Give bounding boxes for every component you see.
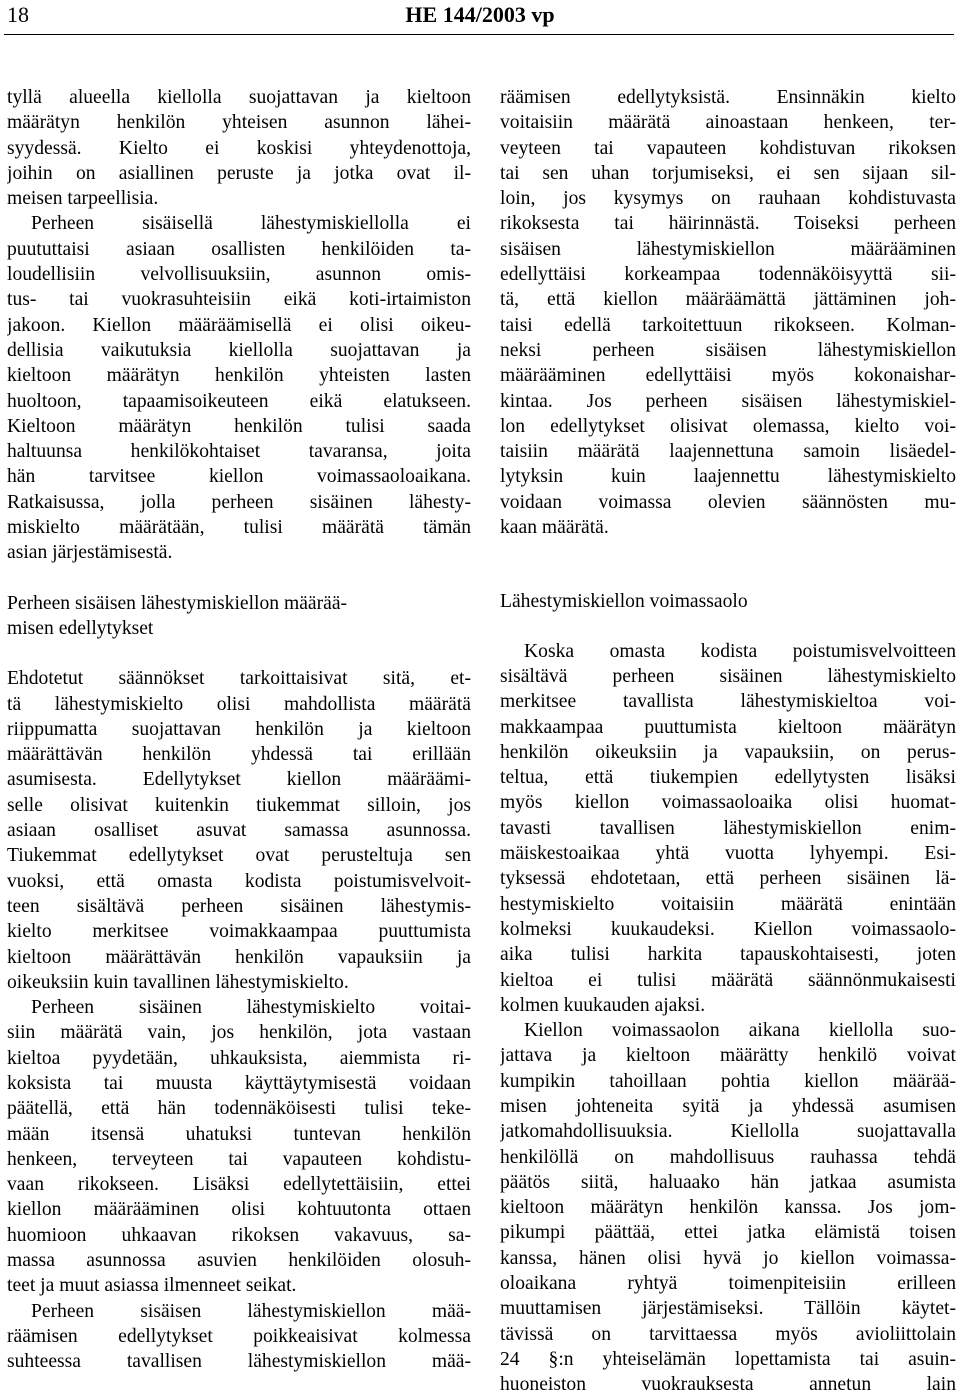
text-line: huomioon uhkaavan rikoksen vakavuus, sa- — [7, 1224, 471, 1246]
text-line: massa asunnossa asuvien henkilöiden olosuh- — [7, 1250, 471, 1272]
page-header — [0, 0, 960, 34]
text-line: hän tarvitsee kiellon voimassaoloaikana. — [7, 466, 471, 488]
text-line: hestymiskielto voitaisiin määrätä enintään — [500, 893, 956, 915]
text-line: tävissä on tarvittaessa myös avioliittolain — [500, 1323, 956, 1345]
text-line: miskielto määrätään, tulisi määrätä tämän — [7, 517, 471, 539]
text-line: päätös siitä, haluaako hän jatkaa asumista — [500, 1171, 956, 1193]
text-line: sisältävä perheen sisäinen lähestymiskielto — [500, 665, 956, 687]
text-line: kolmen kuukauden ajaksi. — [500, 994, 706, 1016]
text-line: koksista tai muusta käyttäytymisestä voidaan — [7, 1072, 471, 1094]
text-line: huoltoon, tapaamisoikeuteen eikä elatukseen. — [7, 390, 471, 412]
right-column — [500, 85, 956, 1398]
text-line: kieltoon määrättävän henkilön vapauksiin ja — [7, 946, 471, 968]
text-line: vuoksi, että omasta kodista poistumisvelvoit- — [7, 870, 471, 892]
text-line: kiellon määrääminen olisi kohtuutonta ottaen — [7, 1199, 471, 1221]
text-line: määrääminen edellyttäisi myös kokonaishar- — [500, 365, 956, 387]
text-line: päätellä, että hän todennäköisesti tulisi teke- — [7, 1098, 471, 1120]
text-line: vaan rikokseen. Lisäksi edellytettäisiin, ettei — [7, 1174, 471, 1196]
text-line: kieltoa pyydetään, uhkauksista, aiemmista ri- — [7, 1047, 471, 1069]
text-line: Perheen sisäinen lähestymiskielto voitai- — [31, 997, 471, 1019]
text-line: teltua, että tiukempien edellytysten lisäksi — [500, 767, 956, 789]
paragraph-block — [7, 666, 471, 1374]
text-line: määrätyn henkilön yhteisen asunnon lähei- — [7, 112, 471, 134]
text-line: kintaa. Jos perheen sisäisen lähestymiskiel- — [500, 390, 956, 412]
header-rule — [4, 34, 954, 35]
left-column — [7, 85, 471, 1375]
text-line: meisen tarpeellisia. — [7, 188, 159, 210]
text-line: mäiskestoaikaa yhtä vuotta lyhyempi. Esi- — [500, 843, 956, 865]
text-line: veyteen tai vapauteen kohdistuvan rikoksen — [500, 137, 956, 159]
text-line: Kieltoon määrätyn henkilön tulisi saada — [7, 415, 471, 437]
text-line: puututtaisi asiaan osallisten henkilöiden ta- — [7, 238, 471, 260]
text-line: tyllä alueella kiellolla suojattavan ja kieltoon — [7, 87, 471, 108]
text-line: kieltoa ei tulisi määrätä säännönmukaisesti — [500, 969, 956, 991]
text-line: aika tulisi harkita tapauskohtaisesti, joten — [500, 944, 956, 966]
text-line: jatkomahdollisuuksia. Kiellolla suojattavalla — [500, 1121, 956, 1143]
text-line: riippumatta suojattavan henkilön ja kieltoon — [7, 718, 471, 740]
text-line: tai sen uhan torjumiseksi, ei sen sijaan sil- — [500, 162, 956, 184]
text-line: Perheen sisäisen lähestymiskiellon mää- — [31, 1300, 471, 1322]
text-line: loin, jos kysymys on rauhaan kohdistuvasta — [500, 188, 956, 210]
text-line: syydessä. Kielto ei koskisi yhteydenottoja, — [7, 137, 471, 159]
text-line: oloaikana ryhtyä toimenpiteisiin erilleen — [500, 1273, 956, 1295]
text-line: huoneiston vuokrauksesta annetun lain — [500, 1374, 956, 1396]
text-line: tus- tai vuokrasuhteisiin eikä koti-irtaimiston — [7, 289, 471, 311]
text-line: edellyttäisi korkeampaa todennäköisyyttä sii- — [500, 264, 956, 286]
text-line: Tiukemmat edellytykset ovat perusteltuja sen — [7, 845, 471, 867]
text-line: tyksessä ehdotetaan, että perheen sisäinen lä- — [500, 868, 956, 890]
text-line: tä, että kiellon määräämättä jättäminen joh- — [500, 289, 956, 311]
text-line: 24 §:n yhteiselämän lopettamista tai asuin- — [500, 1348, 956, 1370]
text-line: taisiin määrätä laajennettuna samoin lisäedel- — [500, 441, 956, 463]
section-heading — [7, 591, 471, 642]
paragraph-block — [500, 639, 956, 1398]
text-line: Koska omasta kodista poistumisvelvoitteen — [524, 640, 956, 662]
text-line: kieltoon määrätyn henkilön yhteisten lasten — [7, 365, 471, 387]
text-line: loudellisiin velvollisuuksiin, asunnon omis- — [7, 264, 471, 286]
text-line: kolmeksi kuukaudeksi. Kiellon voimassaolo- — [500, 918, 956, 940]
text-line: taisi edellä tarkoitettuun rikokseen. Kolman- — [500, 314, 956, 336]
text-line: siin määrätä vain, jos henkilön, jota vastaan — [7, 1022, 471, 1044]
text-line: dellisia vaikutuksia kiellolla suojattavan ja — [7, 339, 471, 361]
paragraph-block — [7, 85, 471, 566]
text-line: räämisen edellytyksistä. Ensinnäkin kielto — [500, 87, 956, 108]
text-line: henkilöllä on mahdollisuus rauhassa tehdä — [500, 1146, 956, 1168]
text-line: haltuunsa henkilökohtaiset tavaransa, joita — [7, 441, 471, 463]
text-line: myös kiellon voimassaoloaika olisi huomat- — [500, 792, 956, 814]
paragraph-block — [500, 85, 956, 540]
text-line: mään itsensä uhatuksi tuntevan henkilön — [7, 1123, 471, 1145]
text-line: Ehdotetut säännökset tarkoittaisivat sitä, et- — [7, 668, 471, 690]
text-line: rikoksesta tai häirinnästä. Toiseksi perheen — [500, 213, 956, 235]
text-line: teen sisältävä perheen sisäinen lähestymis- — [7, 895, 471, 917]
text-line: asumisesta. Edellytykset kiellon määräämi- — [7, 769, 471, 791]
text-line: muuttamisen järjestämiseksi. Tällöin käytet- — [500, 1298, 956, 1320]
text-line: sisäisen lähestymiskiellon määrääminen — [500, 238, 956, 260]
text-line: Kiellon voimassaolon aikana kiellolla suo- — [524, 1020, 956, 1042]
text-line: merkitsee tavallista lähestymiskieltoa voi- — [500, 691, 956, 713]
section-heading: Lähestymiskiellon voimassaolo — [500, 591, 748, 613]
text-line: asian järjestämisestä. — [7, 542, 173, 564]
text-line: Perheen sisäisellä lähestymiskiellolla ei — [31, 213, 471, 235]
heading-line: Perheen sisäisen lähestymiskiellon määrää- — [7, 592, 348, 614]
text-line: pikumpi päättää, ettei jatka elämistä toisen — [500, 1222, 956, 1244]
text-line: misen johteneita syitä ja yhdessä asumisen — [500, 1095, 956, 1117]
text-line: joihin on asiallinen peruste ja jotka ovat il- — [7, 162, 471, 184]
text-line: henkilön oikeuksiin ja vapauksiin, on perus- — [500, 741, 956, 763]
text-line: asiaan osalliset asuvat samassa asunnossa. — [7, 820, 471, 842]
text-line: kielto merkitsee voimakkaampaa puuttumista — [7, 921, 471, 943]
text-line: räämisen edellytykset poikkeaisivat kolmessa — [7, 1325, 471, 1347]
text-line: suhteessa tavallisen lähestymiskiellon mää- — [7, 1351, 471, 1373]
text-line: voitaisiin määrätä ainoastaan henkeen, ter- — [500, 112, 956, 134]
text-line: kaan määrätä. — [500, 517, 609, 539]
text-line: teet ja muut asiassa ilmenneet seikat. — [7, 1275, 297, 1297]
heading-line: misen edellytykset — [7, 617, 154, 639]
text-line: makkaampaa puuttumista kieltoon määrätyn — [500, 716, 956, 738]
text-line: jakoon. Kiellon määräämisellä ei olisi oikeu- — [7, 314, 471, 336]
text-line: tavasti tavallisen lähestymiskiellon enim- — [500, 817, 956, 839]
document-id: HE 144/2003 vp — [405, 2, 555, 27]
text-line: määrättävän henkilön yhdessä tai erillään — [7, 744, 471, 766]
text-line: selle olisivat kuitenkin tiukemmat silloin, jos — [7, 794, 471, 816]
text-line: voidaan voimassa olevien säännösten mu- — [500, 491, 956, 513]
text-line: oikeuksiin kuin tavallinen lähestymiskielto. — [7, 971, 349, 993]
text-line: henkeen, terveyteen tai vapauteen kohdistu- — [7, 1148, 471, 1170]
text-line: kanssa, hänen olisi hyvä jo kiellon voimassa- — [500, 1247, 956, 1269]
text-line: kieltoon määrätyn henkilön kanssa. Jos jom- — [500, 1197, 956, 1219]
text-line: Ratkaisussa, jolla perheen sisäinen lähesty- — [7, 491, 471, 513]
text-line: lytyksin kuin laajennettu lähestymiskielto — [500, 466, 956, 488]
text-line: lon edellytykset olisivat olemassa, kielto voi- — [500, 415, 956, 437]
text-line: neksi perheen sisäisen lähestymiskiellon — [500, 339, 956, 361]
text-line: kumpikin tahoillaan pohtia kiellon määrää- — [500, 1070, 956, 1092]
text-line: jattava ja kieltoon määrätty henkilö voivat — [500, 1045, 956, 1067]
text-line: tä lähestymiskielto olisi mahdollista määrätä — [7, 693, 471, 715]
page-number: 18 — [7, 2, 29, 27]
